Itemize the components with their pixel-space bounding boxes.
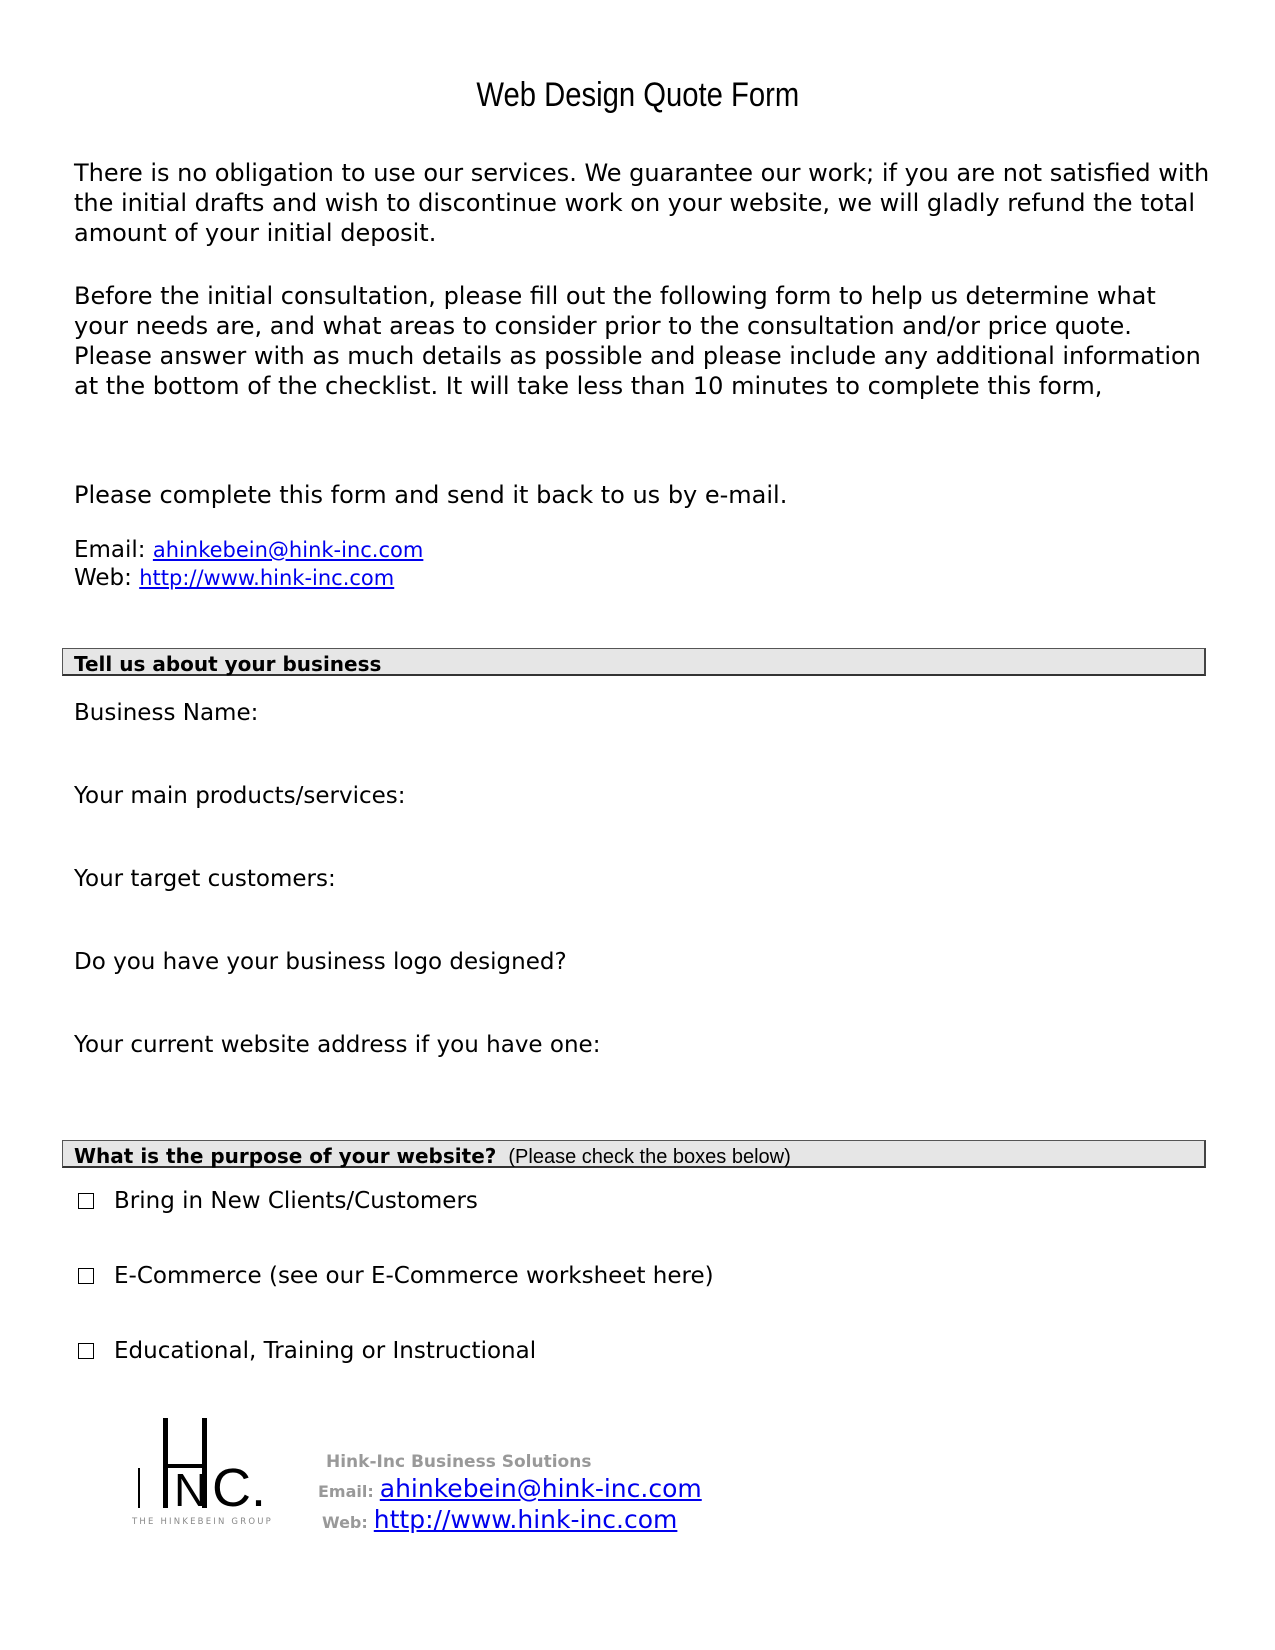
footer-email-label: Email: (318, 1482, 374, 1501)
contact-web-row (74, 564, 1214, 592)
instructions-paragraph: Before the initial consultation, please fill out the following form to help us determine what your needs are, and what areas to consider prior to the consultation and/or price quote. Please answer with as much details as possible and please include any additional information at the bottom of the checklist. It will take less than 10 minutes to complete this form, (74, 282, 1201, 400)
contact-block (74, 536, 1214, 592)
svg-text:C.: C. (212, 1458, 266, 1518)
checkbox[interactable] (78, 1268, 94, 1284)
footer-contact (318, 1452, 702, 1534)
email-link[interactable]: ahinkebein@hink-inc.com (152, 538, 424, 562)
checkbox[interactable] (78, 1343, 94, 1359)
footer-email-row (318, 1474, 702, 1503)
email-label: Email: (74, 537, 146, 563)
footer-web-link[interactable]: http://www.hink-inc.com (373, 1505, 678, 1534)
section-header-business (62, 648, 1206, 676)
purpose-option[interactable] (78, 1338, 536, 1364)
web-link[interactable]: http://www.hink-inc.com (139, 566, 395, 590)
field-business-name: Business Name: (74, 700, 259, 726)
logo-tagline: THE HINKEBEIN GROUP (132, 1517, 273, 1527)
section-heading: Tell us about your business (74, 652, 382, 676)
page-title: Web Design Quote Form (476, 76, 800, 114)
purpose-option[interactable] (78, 1188, 478, 1214)
field-target-customers: Your target customers: (74, 866, 336, 892)
section-header-purpose (62, 1140, 1206, 1168)
contact-email-row (74, 536, 1214, 564)
send-note: Please complete this form and send it back to us by e-mail. (74, 481, 788, 509)
purpose-option[interactable] (78, 1263, 714, 1289)
hinc-logo-icon (130, 1418, 295, 1528)
option-label: Bring in New Clients/Customers (114, 1188, 478, 1214)
section-subheading: (Please check the boxes below) (508, 1146, 791, 1168)
company-logo (130, 1418, 295, 1528)
footer-web-row (322, 1505, 702, 1534)
web-label: Web: (74, 565, 132, 591)
footer-email-link[interactable]: ahinkebein@hink-inc.com (379, 1474, 702, 1503)
intro-paragraph: There is no obligation to use our services. We guarantee our work; if you are not satisfied with the initial drafts and wish to discontinue work on your website, we will gladly refund the total amount of your initial deposit. (74, 159, 1210, 247)
field-current-website: Your current website address if you have one: (74, 1032, 601, 1058)
footer-web-label: Web: (322, 1513, 368, 1532)
footer-company: Hink-Inc Business Solutions (326, 1452, 592, 1472)
svg-text:N: N (174, 1464, 208, 1516)
option-label: Educational, Training or Instructional (114, 1338, 537, 1364)
section-heading: What is the purpose of your website? (Please check the boxes below) (74, 1144, 791, 1168)
option-label: E-Commerce (see our E-Commerce worksheet here) (114, 1263, 714, 1289)
field-logo-designed: Do you have your business logo designed? (74, 949, 567, 975)
field-products-services: Your main products/services: (74, 783, 406, 809)
checkbox[interactable] (78, 1193, 94, 1209)
